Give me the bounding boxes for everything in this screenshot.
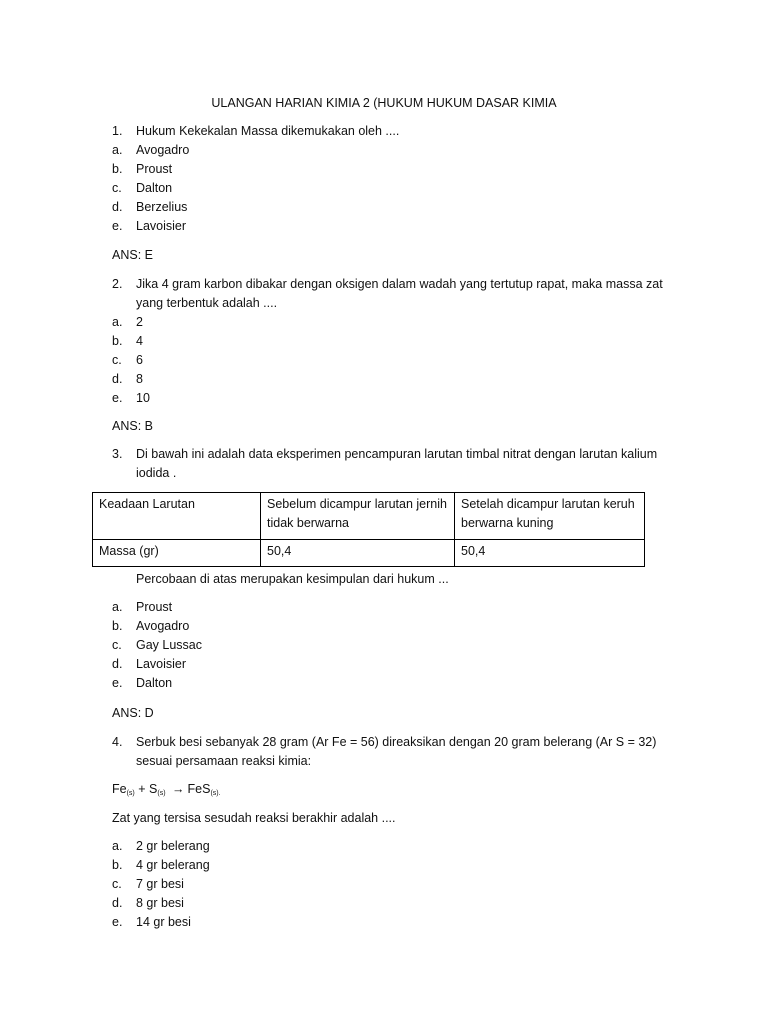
option-text: 4 gr belerang xyxy=(136,858,210,872)
question-1 xyxy=(112,122,672,141)
option-text: Avogadro xyxy=(136,619,190,633)
document-title: ULANGAN HARIAN KIMIA 2 (HUKUM HUKUM DASAR KIMIA xyxy=(211,96,557,110)
question-text: Serbuk besi sebanyak 28 gram (Ar Fe = 56) direaksikan dengan 20 gram belerang (Ar S = 32) sesuai persamaan reaksi kimia: xyxy=(136,735,657,768)
table-row xyxy=(93,540,645,567)
option-text: Dalton xyxy=(136,676,173,690)
reactant-fe: Fe xyxy=(112,782,127,796)
option-text: 2 gr belerang xyxy=(136,839,210,853)
option-text: 6 xyxy=(136,353,143,367)
option-letter: a. xyxy=(112,315,123,329)
option-letter: c. xyxy=(112,353,122,367)
option-letter: a. xyxy=(112,600,123,614)
question-followup: Zat yang tersisa sesudah reaksi berakhir adalah .... xyxy=(112,811,396,825)
option-letter: c. xyxy=(112,877,122,891)
question-text: Di bawah ini adalah data eksperimen pencampuran larutan timbal nitrat dengan larutan kalium iodida . xyxy=(136,447,658,480)
option-letter: d. xyxy=(112,657,123,671)
question-4 xyxy=(112,733,672,771)
question-number: 2. xyxy=(112,277,123,291)
table-cell: Sebelum dicampur larutan jernih tidak berwarna xyxy=(261,493,455,540)
option-letter: b. xyxy=(112,162,123,176)
option-text: 8 gr besi xyxy=(136,896,184,910)
question-2 xyxy=(112,275,672,313)
answer-key: ANS: E xyxy=(112,248,153,262)
option-letter: c. xyxy=(112,181,122,195)
state-label: (s) xyxy=(126,790,135,797)
reactant-s: + S xyxy=(138,782,158,796)
option-letter: d. xyxy=(112,372,123,386)
table-cell: 50,4 xyxy=(261,540,455,567)
option-text: Proust xyxy=(136,162,173,176)
table-header-row xyxy=(93,493,645,540)
question-number: 4. xyxy=(112,735,123,749)
state-label: (s). xyxy=(210,790,221,797)
option-letter: e. xyxy=(112,219,123,233)
option-text: 7 gr besi xyxy=(136,877,184,891)
option-text: Gay Lussac xyxy=(136,638,203,652)
option-letter: d. xyxy=(112,200,123,214)
option-text: Lavoisier xyxy=(136,657,187,671)
question-number: 1. xyxy=(112,124,123,138)
option-letter: b. xyxy=(112,858,123,872)
right-arrow-icon: → xyxy=(172,782,185,796)
option-text: Proust xyxy=(136,600,173,614)
option-letter: b. xyxy=(112,334,123,348)
answer-key: ANS: B xyxy=(112,419,153,433)
option-text: 8 xyxy=(136,372,143,386)
option-text: 2 xyxy=(136,315,143,329)
state-label: (s) xyxy=(157,790,166,797)
option-letter: a. xyxy=(112,839,123,853)
option-letter: a. xyxy=(112,143,123,157)
option-text: Dalton xyxy=(136,181,173,195)
answer-key: ANS: D xyxy=(112,706,154,720)
option-text: 10 xyxy=(136,391,150,405)
option-letter: e. xyxy=(112,915,123,929)
option-letter: c. xyxy=(112,638,122,652)
question-number: 3. xyxy=(112,447,123,461)
question-followup: Percobaan di atas merupakan kesimpulan dari hukum ... xyxy=(136,572,449,586)
table-cell: Keadaan Larutan xyxy=(93,493,261,540)
option-letter: e. xyxy=(112,676,123,690)
option-text: Avogadro xyxy=(136,143,190,157)
option-text: 14 gr besi xyxy=(136,915,191,929)
table-cell: 50,4 xyxy=(455,540,645,567)
option-letter: b. xyxy=(112,619,123,633)
question-text: Jika 4 gram karbon dibakar dengan oksigen dalam wadah yang tertutup rapat, maka massa zat yang terbentuk adalah .... xyxy=(136,277,663,310)
table-cell: Setelah dicampur larutan keruh berwarna kuning xyxy=(455,493,645,540)
option-letter: d. xyxy=(112,896,123,910)
experiment-data-table xyxy=(92,492,645,567)
table-cell: Massa (gr) xyxy=(93,540,261,567)
product-fes: FeS xyxy=(187,782,211,796)
reaction-equation xyxy=(112,780,221,799)
option-text: Lavoisier xyxy=(136,219,187,233)
option-text: Berzelius xyxy=(136,200,188,214)
option-letter: e. xyxy=(112,391,123,405)
question-3 xyxy=(112,445,672,483)
question-text: Hukum Kekekalan Massa dikemukakan oleh .... xyxy=(136,124,400,138)
option-text: 4 xyxy=(136,334,143,348)
